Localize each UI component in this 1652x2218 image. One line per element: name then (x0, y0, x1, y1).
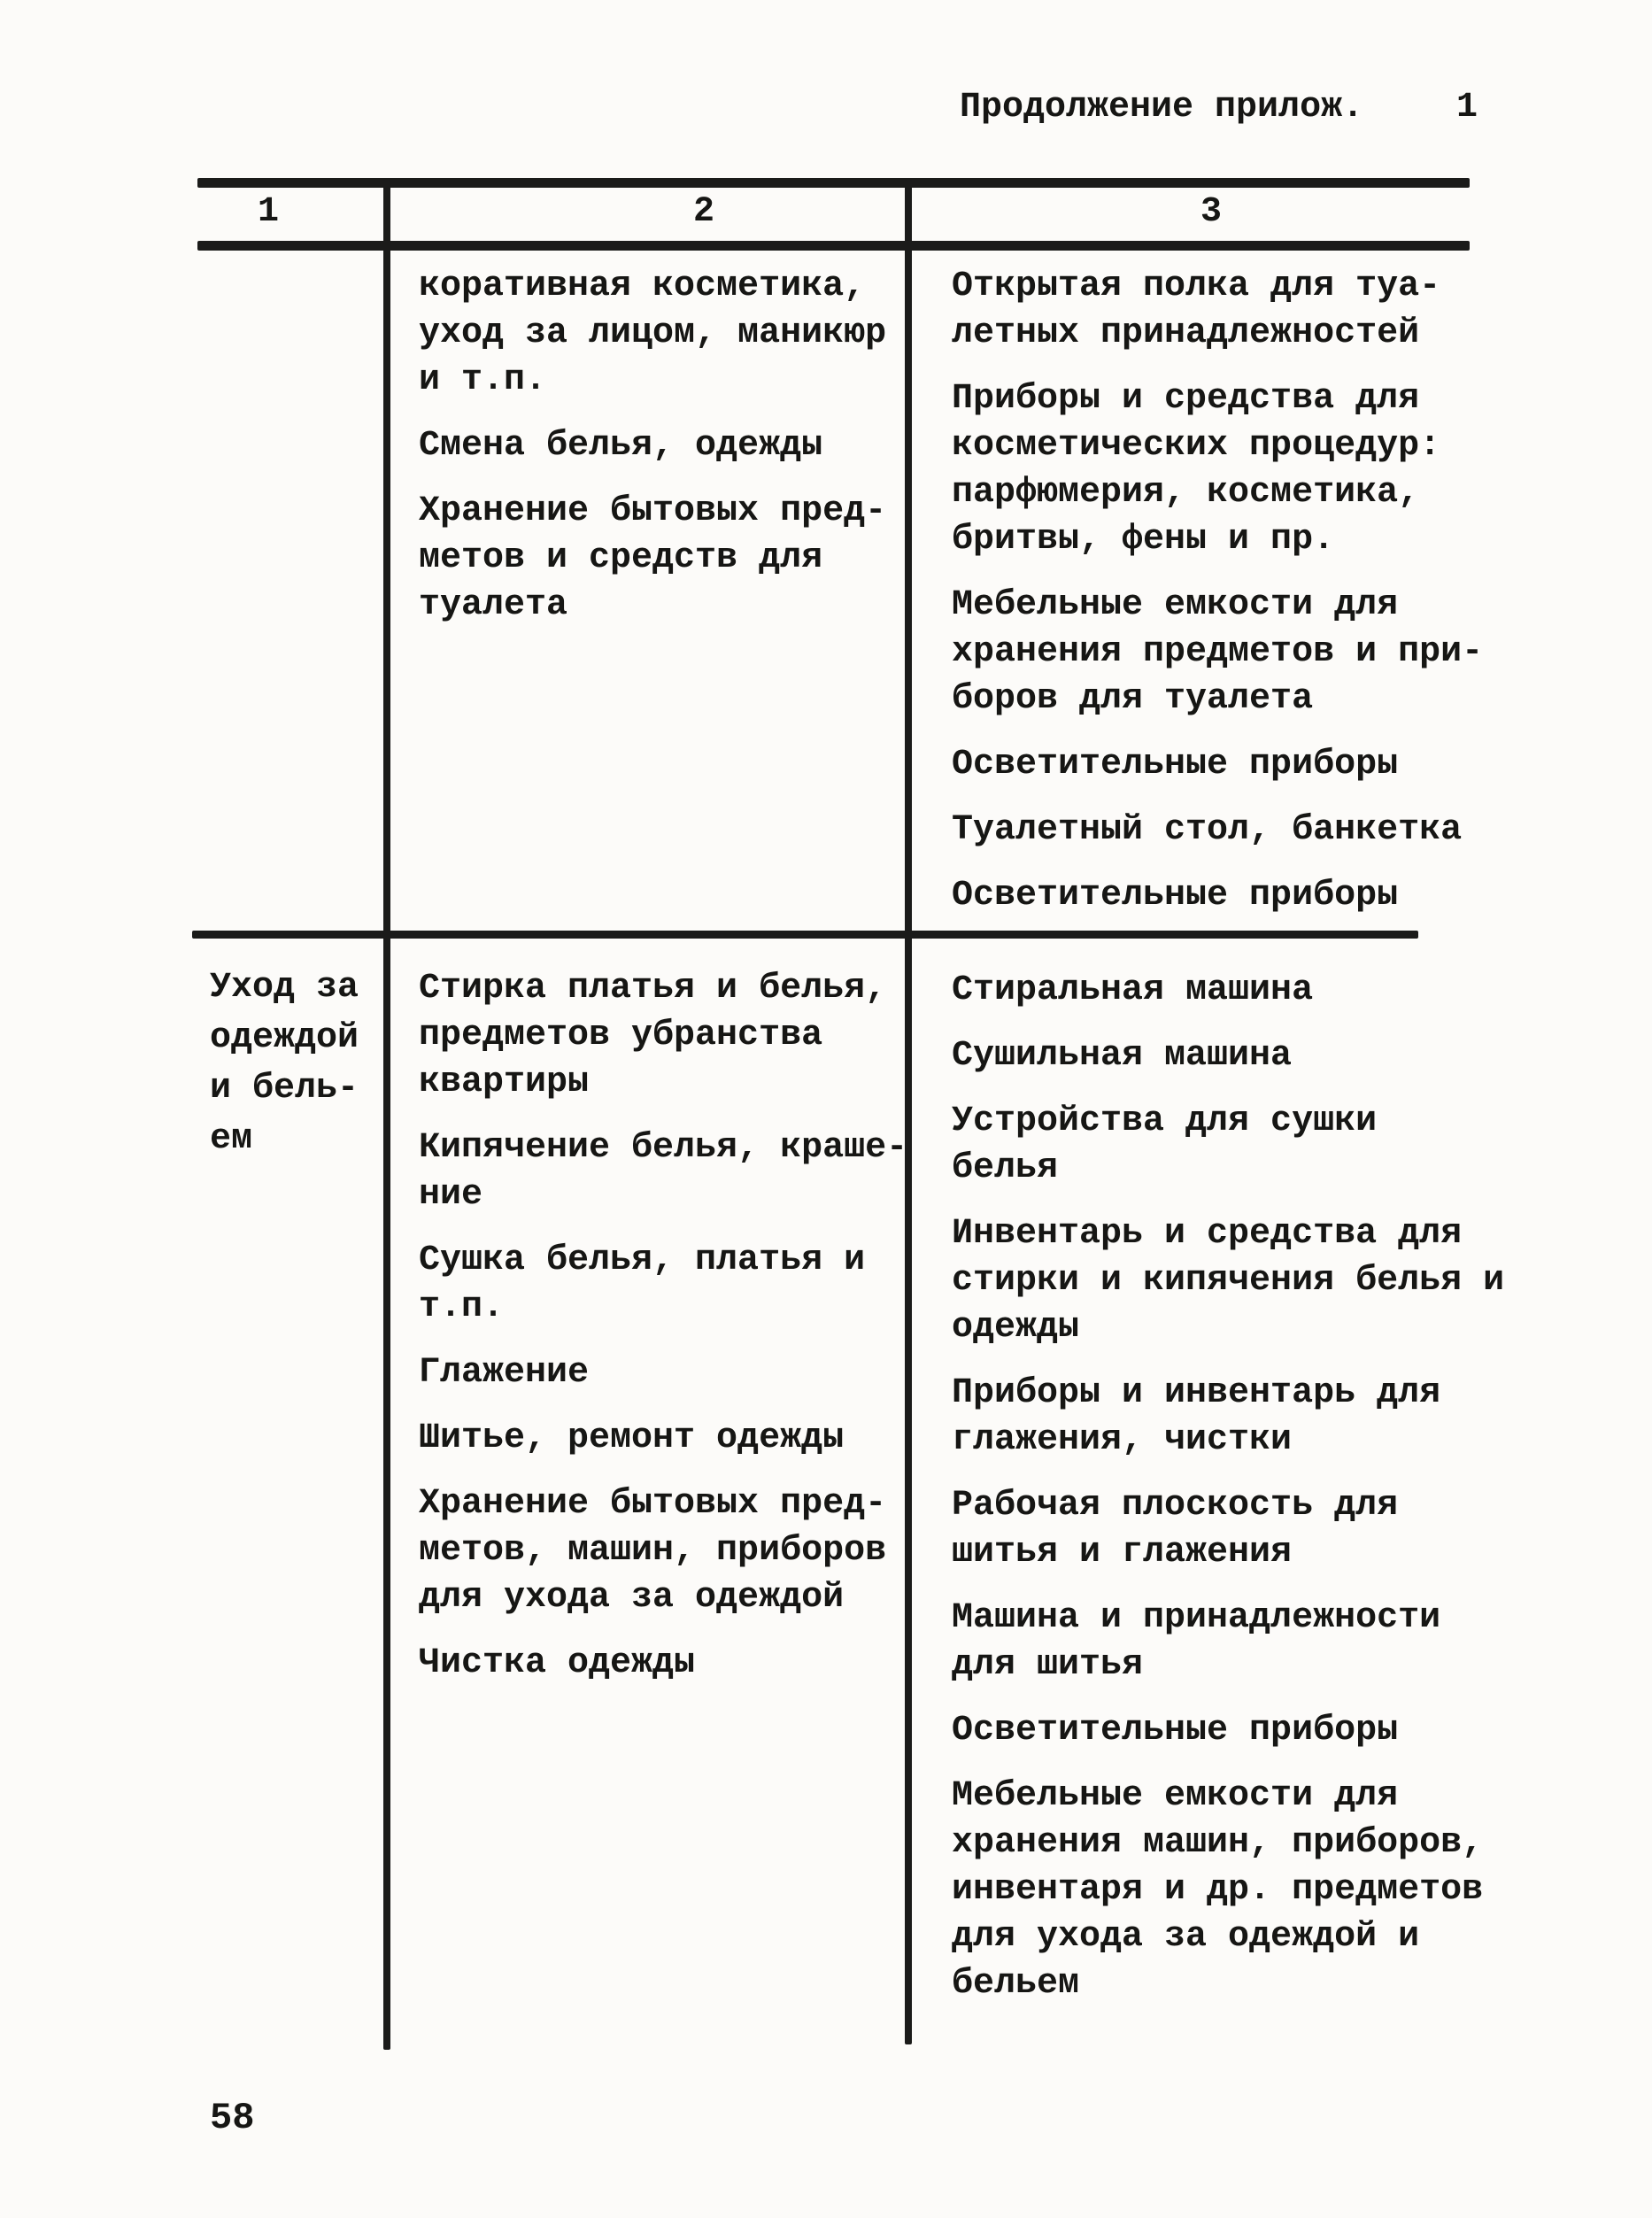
cell-row2-equipment (952, 967, 1505, 2026)
column-header-1: 1 (257, 192, 280, 232)
cell-row2-category (210, 962, 378, 1183)
paragraph: Сушка белья, платья и т.п. (419, 1240, 866, 1327)
paragraph: Смена белья, одежды (419, 426, 823, 466)
paragraph: Стирка платья и белья, предметов убранства квартиры (419, 969, 887, 1102)
paragraph: Чистка одежды (419, 1643, 696, 1683)
paragraph: Глажение (419, 1353, 590, 1393)
appendix-number: 1 (1456, 88, 1478, 128)
paragraph: Туалетный стол, банкетка (952, 810, 1463, 850)
paragraph: Устройства для сушки белья (952, 1101, 1378, 1188)
page-number: 58 (210, 2097, 255, 2139)
paragraph: коративная косметика, уход за лицом, маникюр и т.п. (419, 267, 887, 400)
cell-row2-activities (419, 965, 915, 1705)
paragraph: Открытая полка для туа- летных принадлежностей (952, 267, 1441, 353)
paragraph: Мебельные емкости для хранения предметов и при- боров для туалета (952, 585, 1484, 719)
paragraph: Стиральная машина (952, 970, 1314, 1010)
cell-row1-activities (419, 263, 915, 647)
paragraph: Приборы и инвентарь для глажения, чистки (952, 1373, 1441, 1460)
paragraph: Уход за одеждой и бель- ем (210, 968, 359, 1159)
column-divider-1 (383, 180, 390, 2050)
paragraph: Приборы и средства для косметических процедур: парфюмерия, косметика, бритвы, фены и пр. (952, 379, 1441, 560)
paragraph: Инвентарь и средства для стирки и кипячения белья и одежды (952, 1214, 1505, 1348)
paragraph: Сушильная машина (952, 1036, 1293, 1076)
paragraph: Машина и принадлежности для шитья (952, 1598, 1441, 1685)
paragraph: Осветительные приборы (952, 745, 1399, 784)
paragraph: Хранение бытовых пред- метов, машин, приборов для ухода за одеждой (419, 1484, 887, 1618)
paragraph: Осветительные приборы (952, 1711, 1399, 1750)
paragraph: Кипячение белья, краше- ние (419, 1128, 908, 1215)
column-header-2: 2 (692, 192, 715, 232)
paragraph: Шитье, ремонт одежды (419, 1418, 845, 1458)
continuation-caption: Продолжение прилож. (960, 88, 1364, 128)
column-header-3: 3 (1200, 192, 1223, 232)
paragraph: Осветительные приборы (952, 876, 1399, 916)
cell-row1-equipment (952, 263, 1483, 938)
paragraph: Хранение бытовых пред- метов и средств для туалета (419, 491, 887, 625)
paragraph: Рабочая плоскость для шитья и глажения (952, 1486, 1399, 1573)
paragraph: Мебельные емкости для хранения машин, приборов, инвентаря и др. предметов для ухода за одеждой и бельем (952, 1776, 1484, 2004)
